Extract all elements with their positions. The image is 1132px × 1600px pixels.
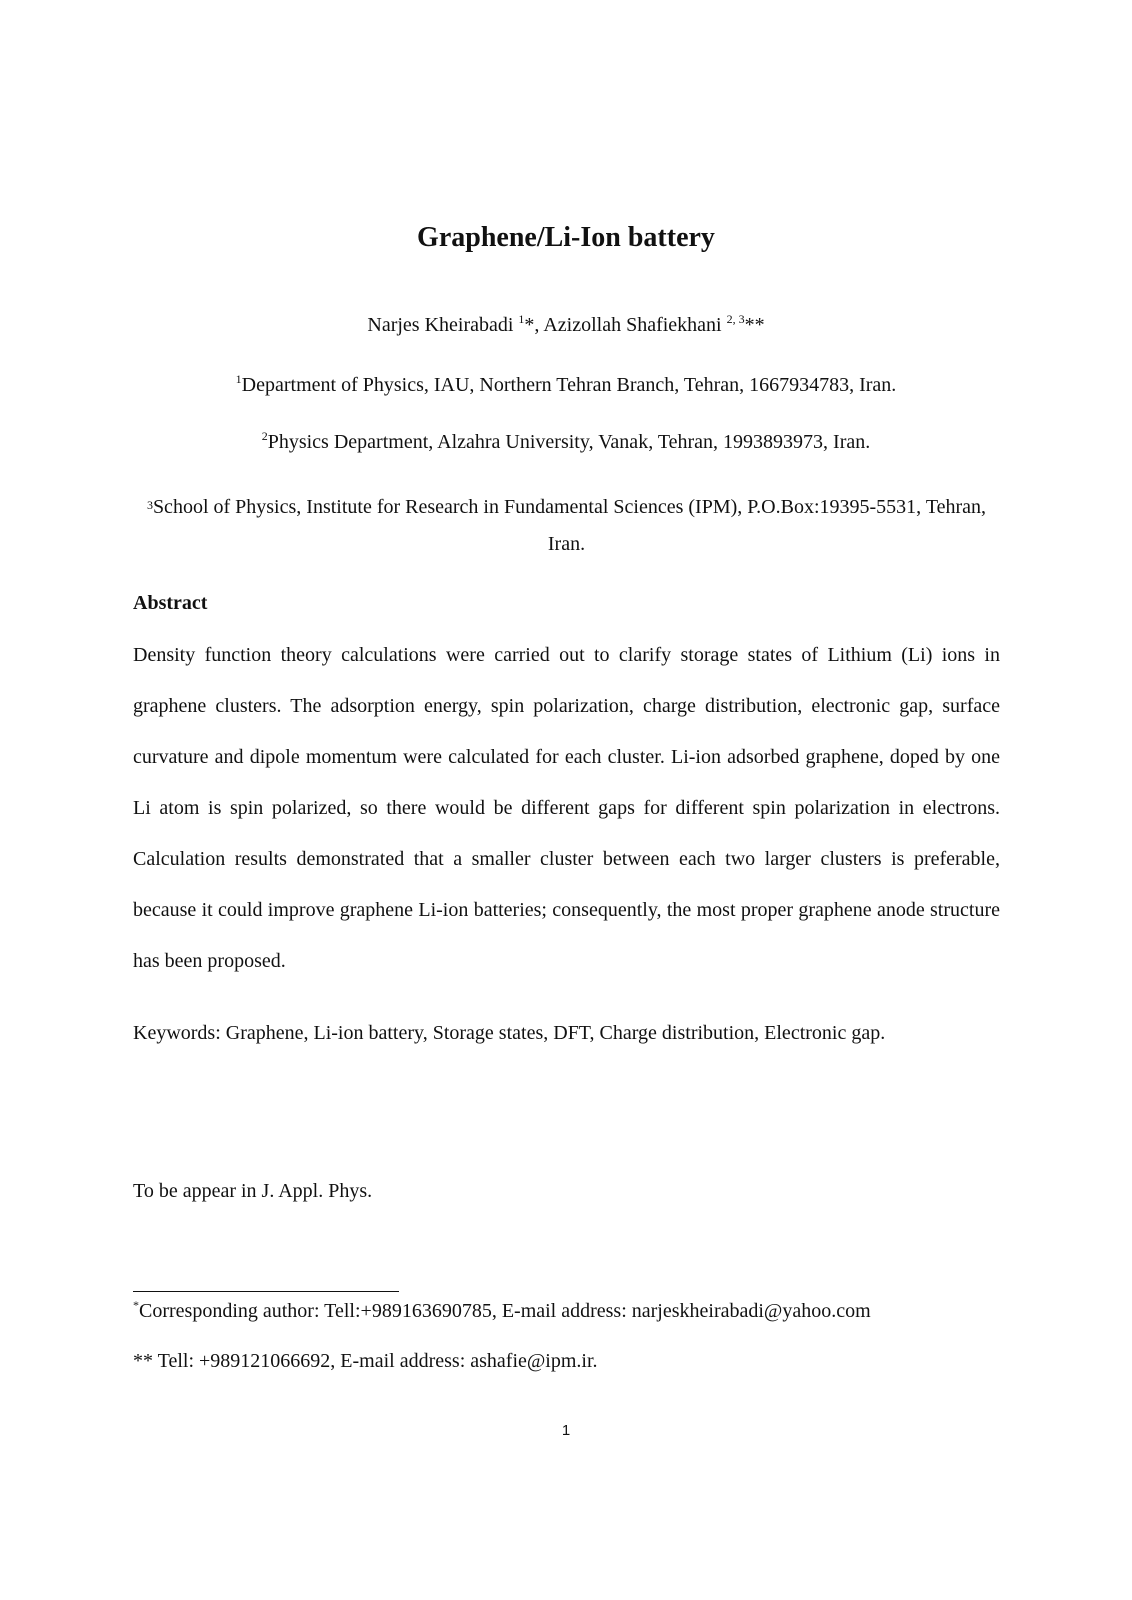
footnote-text: ** Tell: +989121066692, E-mail address: ashafie@ipm.ir. <box>133 1350 598 1372</box>
abstract-body: Density function theory calculations were carried out to clarify storage states of Lithium (Li) ions in graphene clusters. The adsorption energy, spin polarization, charge distribution, electronic gap, surface curvature and dipole momentum were calculated for each cluster. Li-ion adsorbed graphene, doped by one Li atom is spin polarized, so there would be different gaps for different spin polarization in electrons. Calculation results demonstrated that a smaller cluster between each two larger clusters is preferable, because it could improve graphene Li-ion batteries; consequently, the most proper graphene anode structure has been proposed. <box>133 644 1000 972</box>
affiliation-text: School of Physics, Institute for Research in Fundamental Sciences (IPM), P.O.Box:19395-5531, Tehran, Iran. <box>152 496 987 555</box>
publication-note: To be appear in J. Appl. Phys. <box>133 1180 373 1202</box>
abstract-heading: Abstract <box>133 592 208 614</box>
author-name: Azizollah Shafiekhani <box>543 314 722 336</box>
author-line <box>0 314 1132 337</box>
affiliation-mark: 1 <box>235 372 242 386</box>
footnote-second-author <box>133 1350 598 1373</box>
affiliation-1 <box>0 374 1132 397</box>
affiliation-2 <box>0 431 1132 454</box>
author-corresponding-mark: *, <box>524 314 544 336</box>
page-number: 1 <box>561 1422 571 1439</box>
footnote-separator <box>133 1291 399 1292</box>
affiliation-text: Physics Department, Alzahra University, Vanak, Tehran, 1993893973, Iran. <box>267 431 871 453</box>
affiliation-3 <box>133 489 1000 563</box>
author-affiliation-mark: 2, 3 <box>726 312 745 326</box>
paper-title: Graphene/Li-Ion battery <box>417 222 715 253</box>
author-name: Narjes Kheirabadi <box>367 314 514 336</box>
keywords: Keywords: Graphene, Li-ion battery, Storage states, DFT, Charge distribution, Electronic gap. <box>133 1022 886 1044</box>
footnote-text: Corresponding author: Tell:+989163690785, E-mail address: narjeskheirabadi@yahoo.com <box>139 1300 871 1322</box>
footnote-mark: * <box>133 1298 139 1312</box>
footnote-corresponding-author <box>133 1300 871 1323</box>
affiliation-mark: 3 <box>146 498 153 512</box>
affiliation-mark: 2 <box>261 429 268 443</box>
author-affiliation-mark: 1 <box>518 312 525 326</box>
author-corresponding-mark: ** <box>744 314 765 336</box>
affiliation-text: Department of Physics, IAU, Northern Tehran Branch, Tehran, 1667934783, Iran. <box>241 374 897 396</box>
